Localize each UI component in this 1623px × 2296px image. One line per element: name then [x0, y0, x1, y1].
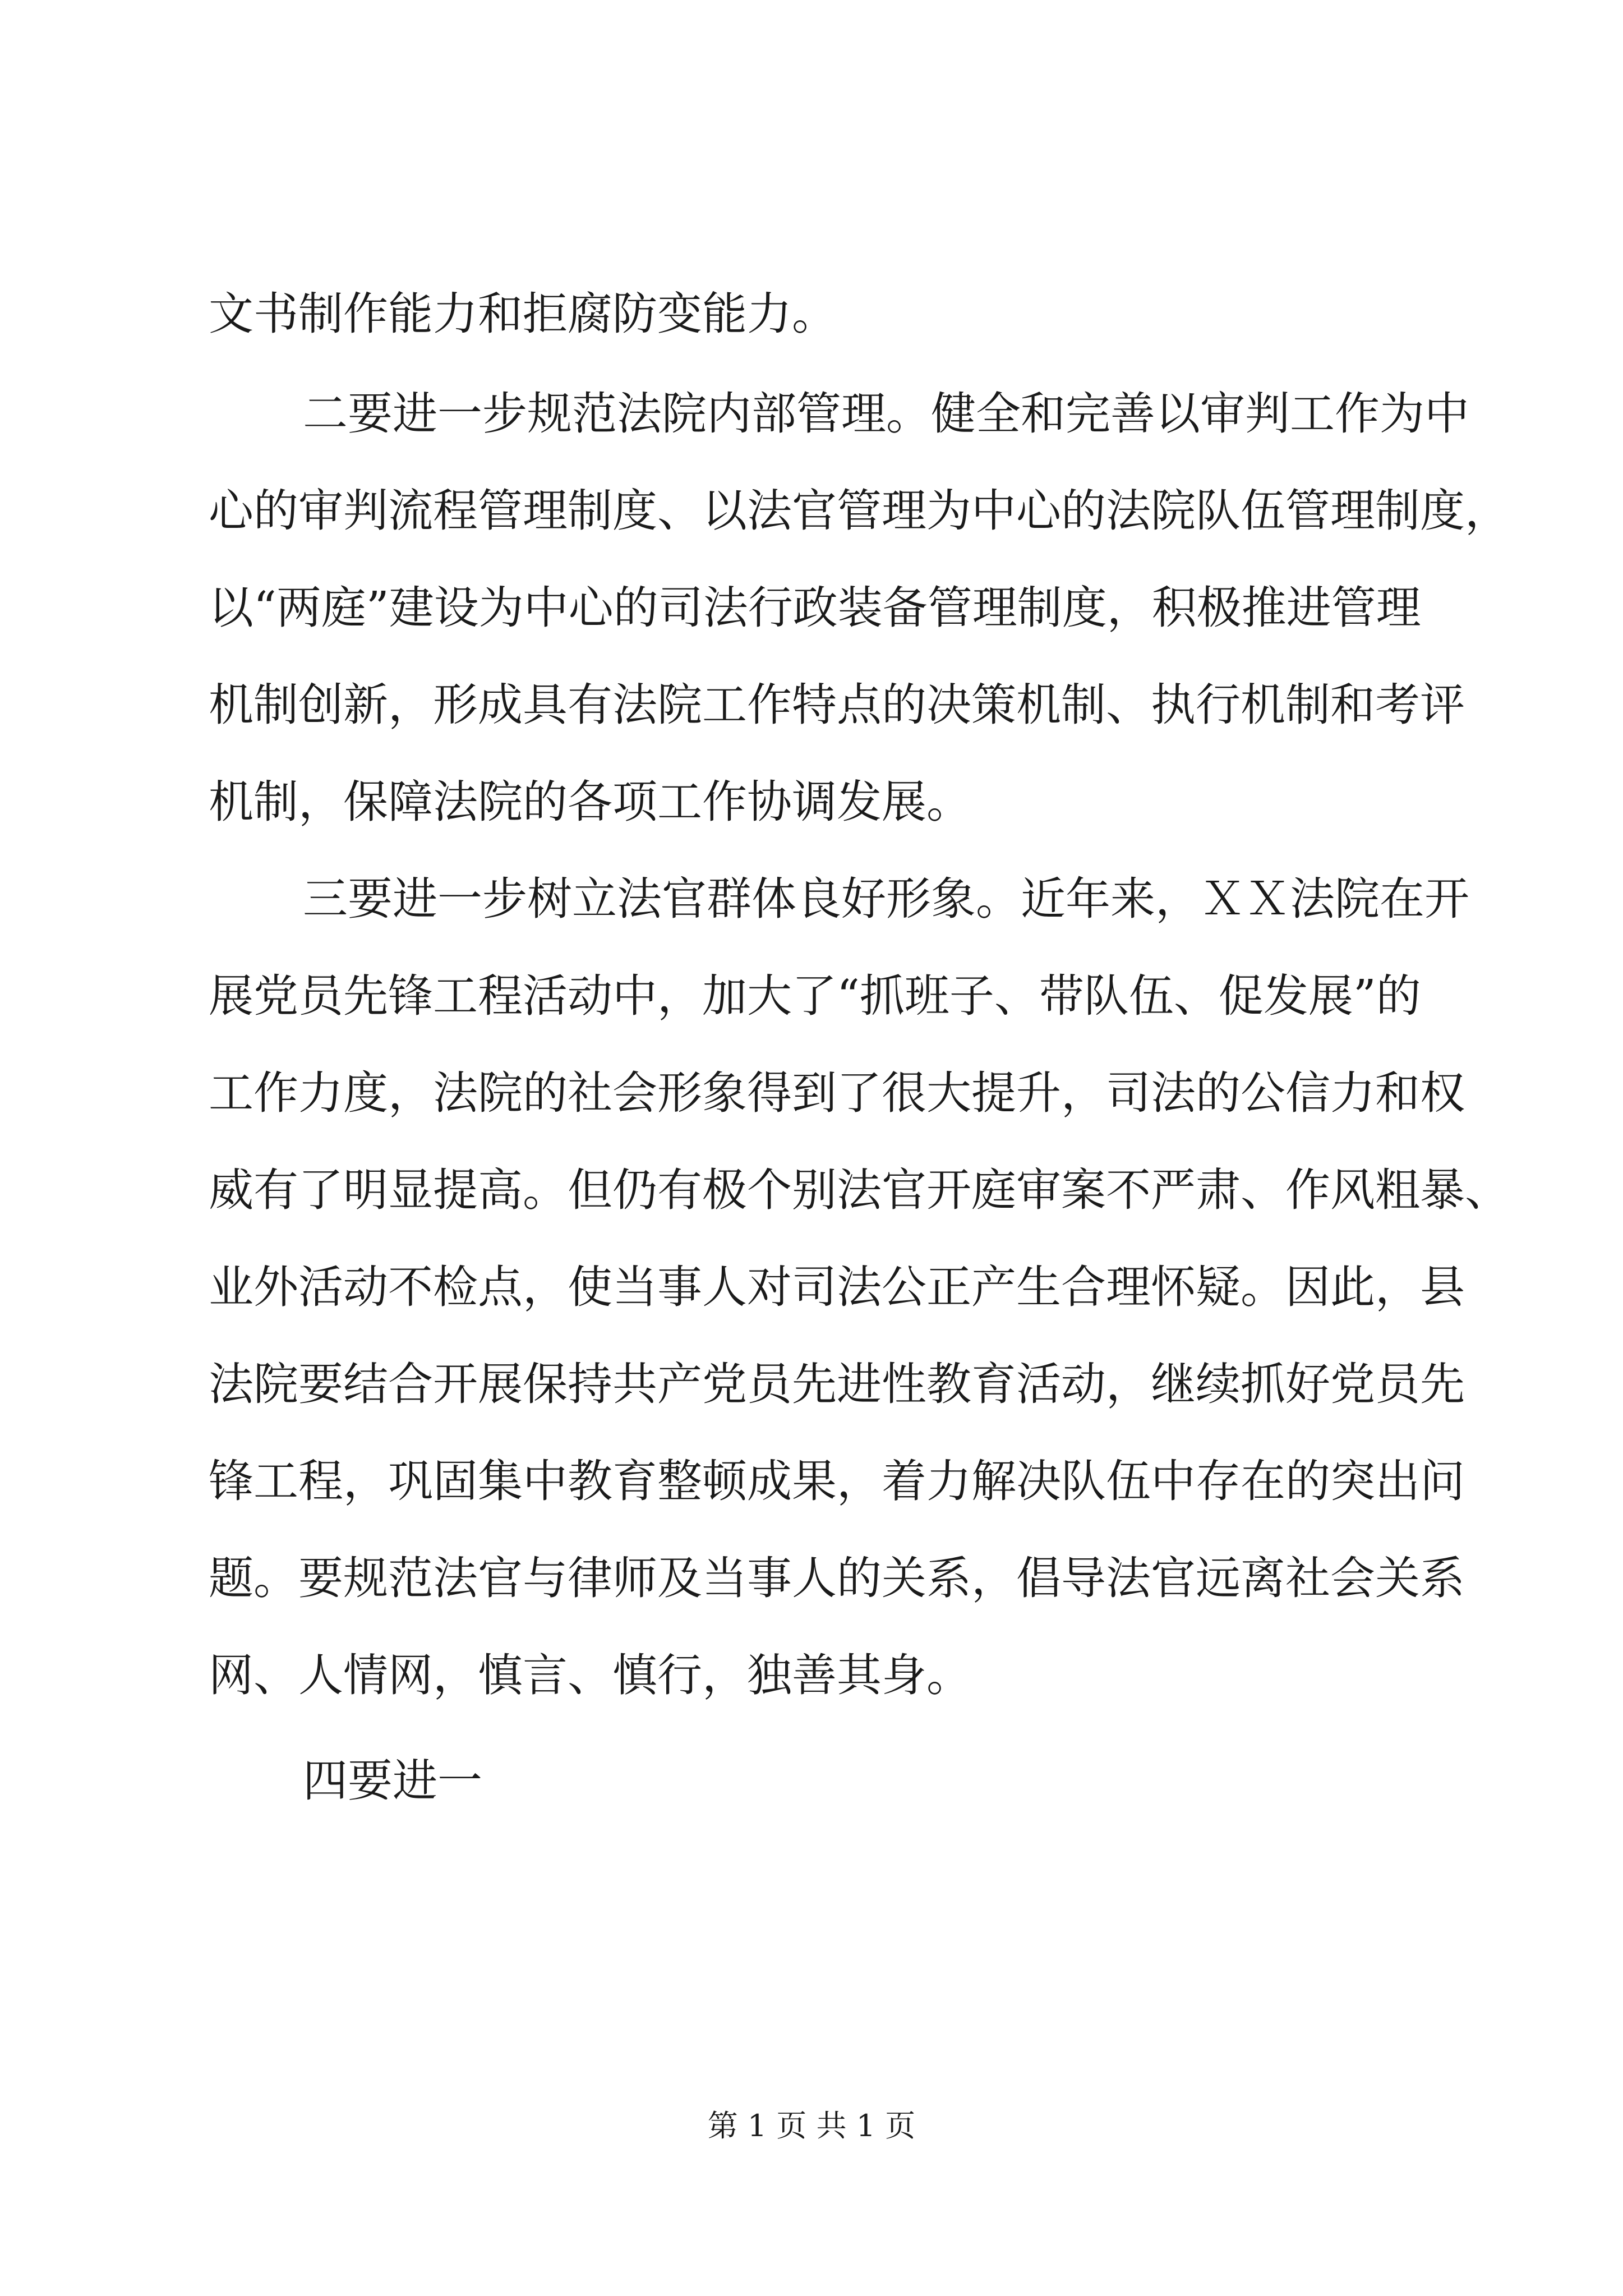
paragraph-3-line-5: 业外活动不检点，使当事人对司法公正产生合理怀疑。因此，县: [209, 1261, 1465, 1313]
paragraph-2-line-2: 心的审判流程管理制度、以法官管理为中心的法院队伍管理制度，: [209, 485, 1510, 537]
paragraph-3-line-9: 网、人情网，慎言、慎行，独善其身。: [209, 1649, 971, 1701]
paragraph-3-line-1: 三要进一步树立法官群体良好形象。近年来，ＸＸ法院在开: [303, 873, 1469, 925]
paragraph-3-line-4: 威有了明显提高。但仍有极个别法官开庭审案不严肃、作风粗暴、: [209, 1164, 1510, 1216]
paragraph-2-line-5: 机制，保障法院的各项工作协调发展。: [209, 776, 971, 828]
body-line-1: 文书制作能力和拒腐防变能力。: [209, 288, 837, 340]
paragraph-4-line-1: 四要进一: [303, 1755, 482, 1807]
paragraph-2-line-4: 机制创新，形成具有法院工作特点的决策机制、执行机制和考评: [209, 679, 1465, 731]
paragraph-3-line-3: 工作力度，法院的社会形象得到了很大提升，司法的公信力和权: [209, 1067, 1465, 1119]
paragraph-3-line-6: 法院要结合开展保持共产党员先进性教育活动，继续抓好党员先: [209, 1358, 1465, 1410]
page-number-footer: 第 1 页 共 1 页: [707, 2108, 916, 2143]
paragraph-2-line-1: 二要进一步规范法院内部管理。健全和完善以审判工作为中: [303, 388, 1469, 440]
paragraph-2-line-3: 以“两庭”建设为中心的司法行政装备管理制度，积极推进管理: [209, 582, 1421, 634]
paragraph-3-line-8: 题。要规范法官与律师及当事人的关系，倡导法官远离社会关系: [209, 1552, 1465, 1604]
paragraph-3-line-2: 展党员先锋工程活动中，加大了“抓班子、带队伍、促发展”的: [209, 970, 1421, 1022]
paragraph-3-line-7: 锋工程，巩固集中教育整顿成果，着力解决队伍中存在的突出问: [209, 1455, 1465, 1507]
